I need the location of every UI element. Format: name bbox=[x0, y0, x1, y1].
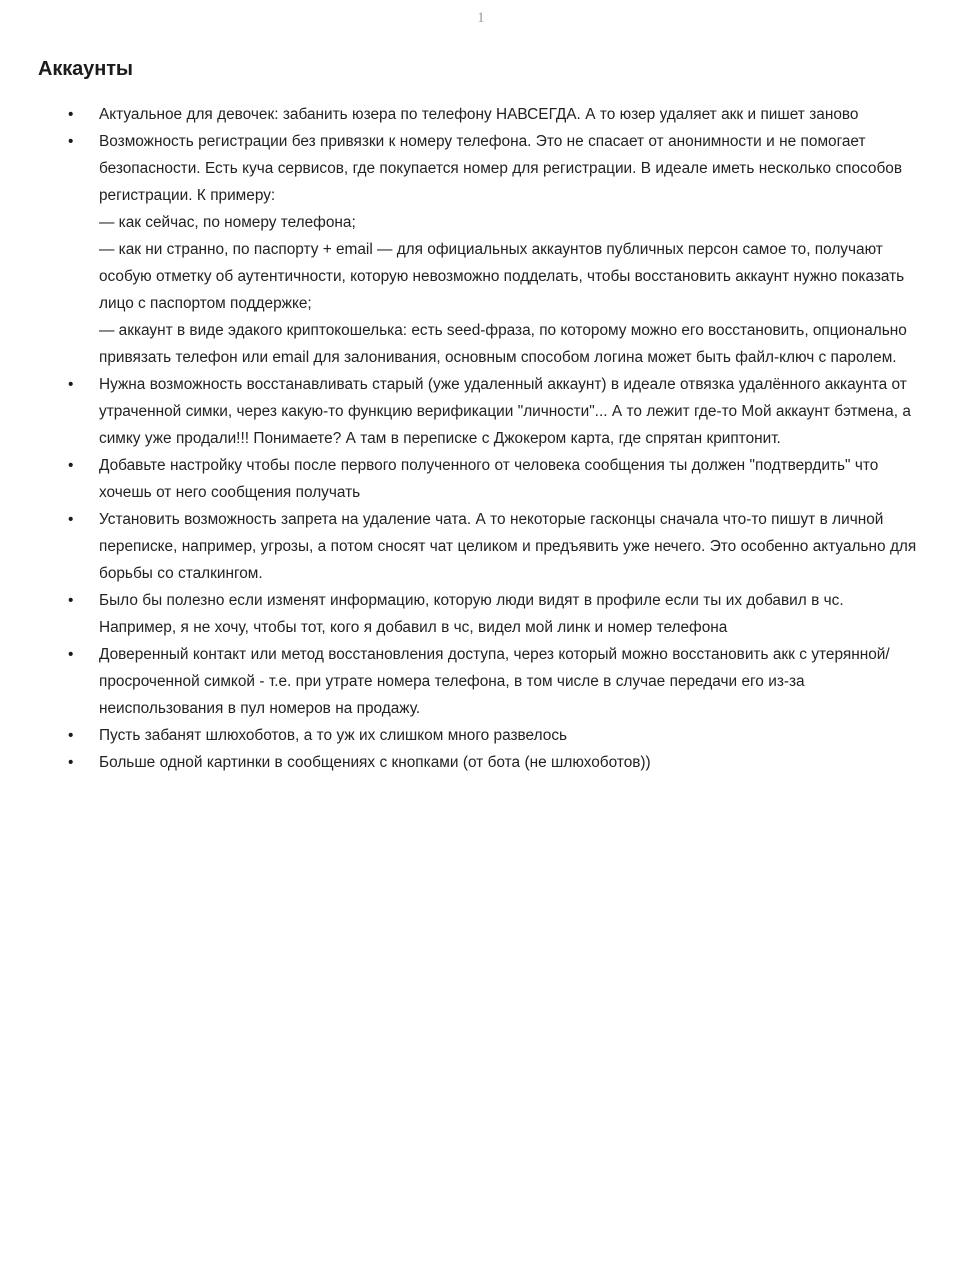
list-item-subline: — аккаунт в виде эдакого криптокошелька: есть seed-фраза, по которому можно его восстановить, опционально привязать телефон или email для залонивания, основным способом логина может быть файл-ключ с паролем. bbox=[99, 322, 907, 366]
list-item-text: Установить возможность запрета на удаление чата. А то некоторые гасконцы сначала что-то пишут в личной переписке, например, угрозы, а потом сносят чат целиком и предъявить уже нечего. Это особенно актуально для борьбы со сталкингом. bbox=[99, 511, 917, 582]
list-item bbox=[38, 722, 924, 749]
list-item-text: Было бы полезно если изменят информацию, которую люди видят в профиле если ты их добавил в чс. Например, я не хочу, чтобы тот, кого я добавил в чс, видел мой линк и номер телефона bbox=[99, 592, 844, 636]
bullet-icon: • bbox=[68, 754, 74, 771]
list-item-text: Нужна возможность восстанавливать старый (уже удаленный аккаунт) в идеале отвязка удалённого аккаунта от утраченной симки, через какую-то функцию верификации "личности"... А то лежит где-то Мой аккаунт бэтмена, а симку уже продали!!! Понимаете? А там в переписке с Джокером карта, где спрятан криптонит. bbox=[99, 376, 911, 447]
bullet-icon: • bbox=[68, 646, 74, 663]
list-item bbox=[38, 452, 924, 506]
bullet-icon: • bbox=[68, 106, 74, 123]
list-item-text: Добавьте настройку чтобы после первого полученного от человека сообщения ты должен "подтвердить" что хочешь от него сообщения получать bbox=[99, 457, 879, 501]
page-title: Аккаунты bbox=[38, 58, 133, 80]
page-number: 1 bbox=[477, 10, 485, 26]
list-item-text: Актуальное для девочек: забанить юзера по телефону НАВСЕГДА. А то юзер удаляет акк и пишет заново bbox=[99, 106, 859, 123]
list-item bbox=[38, 101, 924, 128]
bullet-icon: • bbox=[68, 592, 74, 609]
list-item bbox=[38, 641, 924, 722]
list-item bbox=[38, 128, 924, 371]
list-item-subline: — как сейчас, по номеру телефона; bbox=[99, 214, 356, 231]
list-item-text: Пусть забанят шлюхоботов, а то уж их слишком много развелось bbox=[99, 727, 568, 744]
bullet-icon: • bbox=[68, 376, 74, 393]
list-item bbox=[38, 749, 924, 776]
list-item bbox=[38, 587, 924, 641]
list-item-subline: — как ни странно, по паспорту + email — для официальных аккаунтов публичных персон самое то, получают особую отметку об аутентичности, которую невозможно подделать, чтобы восстановить аккаунт нужно показать лицо с паспортом поддержке; bbox=[99, 241, 905, 312]
document-body bbox=[38, 56, 924, 776]
list-item-text: Больше одной картинки в сообщениях с кнопками (от бота (не шлюхоботов)) bbox=[99, 754, 651, 771]
list-item bbox=[38, 371, 924, 452]
bullet-icon: • bbox=[68, 511, 74, 528]
bullet-icon: • bbox=[68, 457, 74, 474]
bullet-icon: • bbox=[68, 133, 74, 150]
list-item-text: Возможность регистрации без привязки к номеру телефона. Это не спасает от анонимности и не помогает безопасности. Есть куча сервисов, где покупается номер для регистрации. В идеале иметь несколько способов регистрации. К примеру: bbox=[99, 133, 903, 204]
accounts-feature-list bbox=[38, 101, 924, 776]
list-item bbox=[38, 506, 924, 587]
list-item-text: Доверенный контакт или метод восстановления доступа, через который можно восстановить акк с утерянной/просроченной симкой - т.е. при утрате номера телефона, в том числе в случае передачи его из-за неиспользования в пул номеров на продажу. bbox=[99, 646, 890, 717]
bullet-icon: • bbox=[68, 727, 74, 744]
